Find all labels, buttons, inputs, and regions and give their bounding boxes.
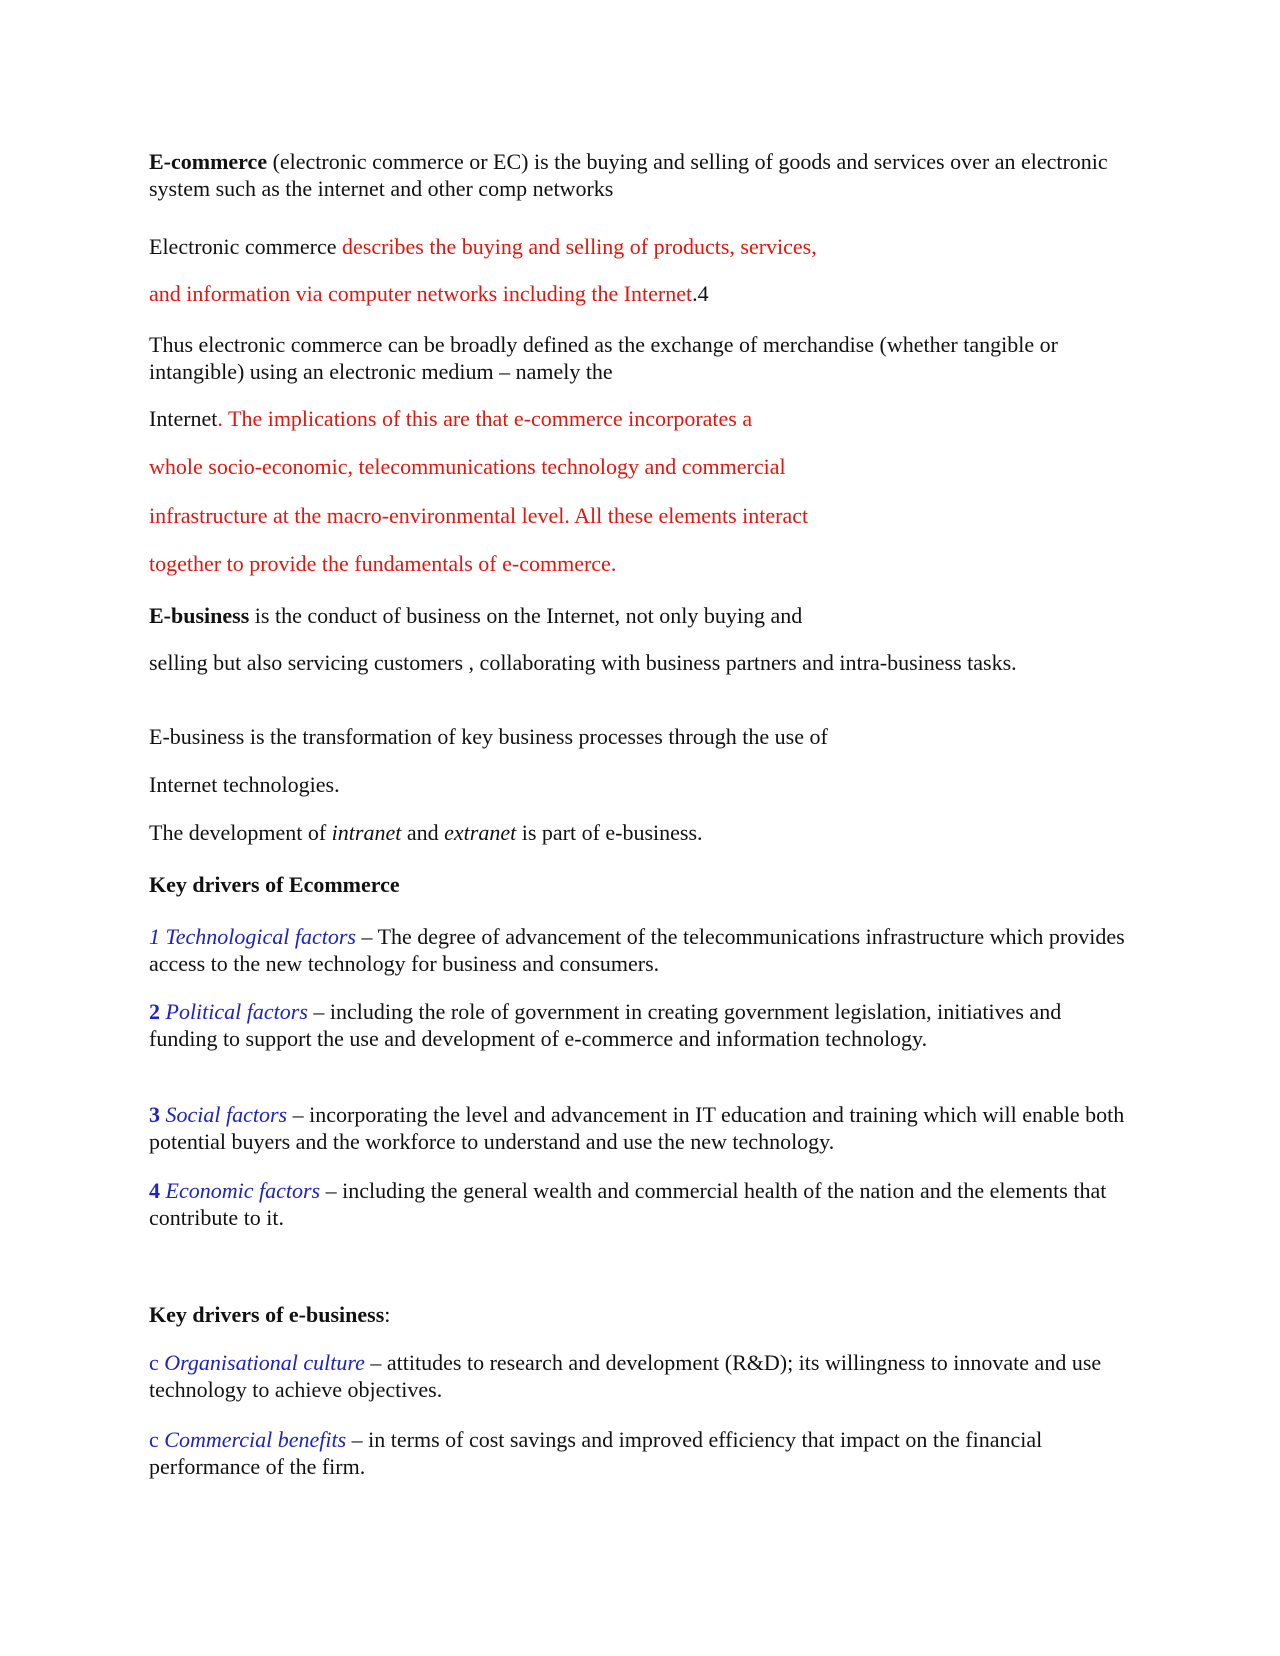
paragraph-servicing-customers: selling but also servicing customers , collaborating with business partners and intra-business tasks. xyxy=(149,650,1017,675)
paragraph-information-networks: and information via computer networks including the Internet.4 xyxy=(149,281,709,306)
driver-label-social: Social factors xyxy=(160,1102,288,1127)
paragraph-ebusiness-definition: E-business is the conduct of business on the Internet, not only buying and xyxy=(149,603,803,628)
heading-key-drivers-ebusiness: Key drivers of e-business: xyxy=(149,1302,391,1327)
driver-label-technological: 1 Technological factors xyxy=(149,924,356,949)
bullet-marker: c xyxy=(149,1350,165,1375)
driver-label-economic: Economic factors xyxy=(160,1178,321,1203)
paragraph-socio-economic: whole socio-economic, telecommunications technology and commercial xyxy=(149,454,786,479)
term-ebusiness: E-business xyxy=(149,603,250,628)
paragraph-infrastructure: infrastructure at the macro-environmental level. All these elements interact xyxy=(149,503,809,528)
driver-technological: 1 Technological factors – The degree of advancement of the telecommunications infrastructure which provides access to the new technology for business and consumers. xyxy=(149,924,1125,976)
paragraph-broad-definition: Thus electronic commerce can be broadly defined as the exchange of merchandise (whether tangible or intangible) using an electronic medium – namely the xyxy=(149,332,1058,384)
term-ecommerce: E-commerce xyxy=(149,149,268,174)
paragraph-intranet-extranet: The development of intranet and extranet is part of e-business. xyxy=(149,820,703,845)
heading-key-drivers-ecommerce: Key drivers of Ecommerce xyxy=(149,872,400,897)
driver-label-political: Political factors xyxy=(160,999,308,1024)
bullet-marker: c xyxy=(149,1427,165,1452)
ebusiness-driver-commercial-benefits: c Commercial benefits – in terms of cost savings and improved efficiency that impact on the financial performance of the firm. xyxy=(149,1427,1043,1479)
paragraph-ecommerce-definition: E-commerce (electronic commerce or EC) is the buying and selling of goods and services over an electronic system such as the internet and other comp networks xyxy=(149,149,1108,201)
driver-political: 2 Political factors – including the role of government in creating government legislation, initiatives and funding to support the use and development of e-commerce and information technology. xyxy=(149,999,1062,1051)
paragraph-fundamentals: together to provide the fundamentals of e-commerce. xyxy=(149,551,617,576)
driver-social: 3 Social factors – incorporating the level and advancement in IT education and training which will enable both potential buyers and the workforce to understand and use the new technology. xyxy=(149,1102,1125,1154)
driver-label-organisational-culture: Organisational culture xyxy=(164,1350,365,1375)
paragraph-implications: Internet. The implications of this are that e-commerce incorporates a xyxy=(149,406,753,431)
ebusiness-driver-organisational-culture: c Organisational culture – attitudes to research and development (R&D); its willingness to innovate and use technology to achieve objectives. xyxy=(149,1350,1102,1402)
driver-label-commercial-benefits: Commercial benefits xyxy=(164,1427,347,1452)
driver-economic: 4 Economic factors – including the general wealth and commercial health of the nation and the elements that contribute to it. xyxy=(149,1178,1107,1230)
paragraph-electronic-commerce: Electronic commerce describes the buying and selling of products, services, xyxy=(149,234,817,259)
paragraph-transformation: E-business is the transformation of key business processes through the use of xyxy=(149,724,828,749)
paragraph-internet-technologies: Internet technologies. xyxy=(149,772,340,797)
